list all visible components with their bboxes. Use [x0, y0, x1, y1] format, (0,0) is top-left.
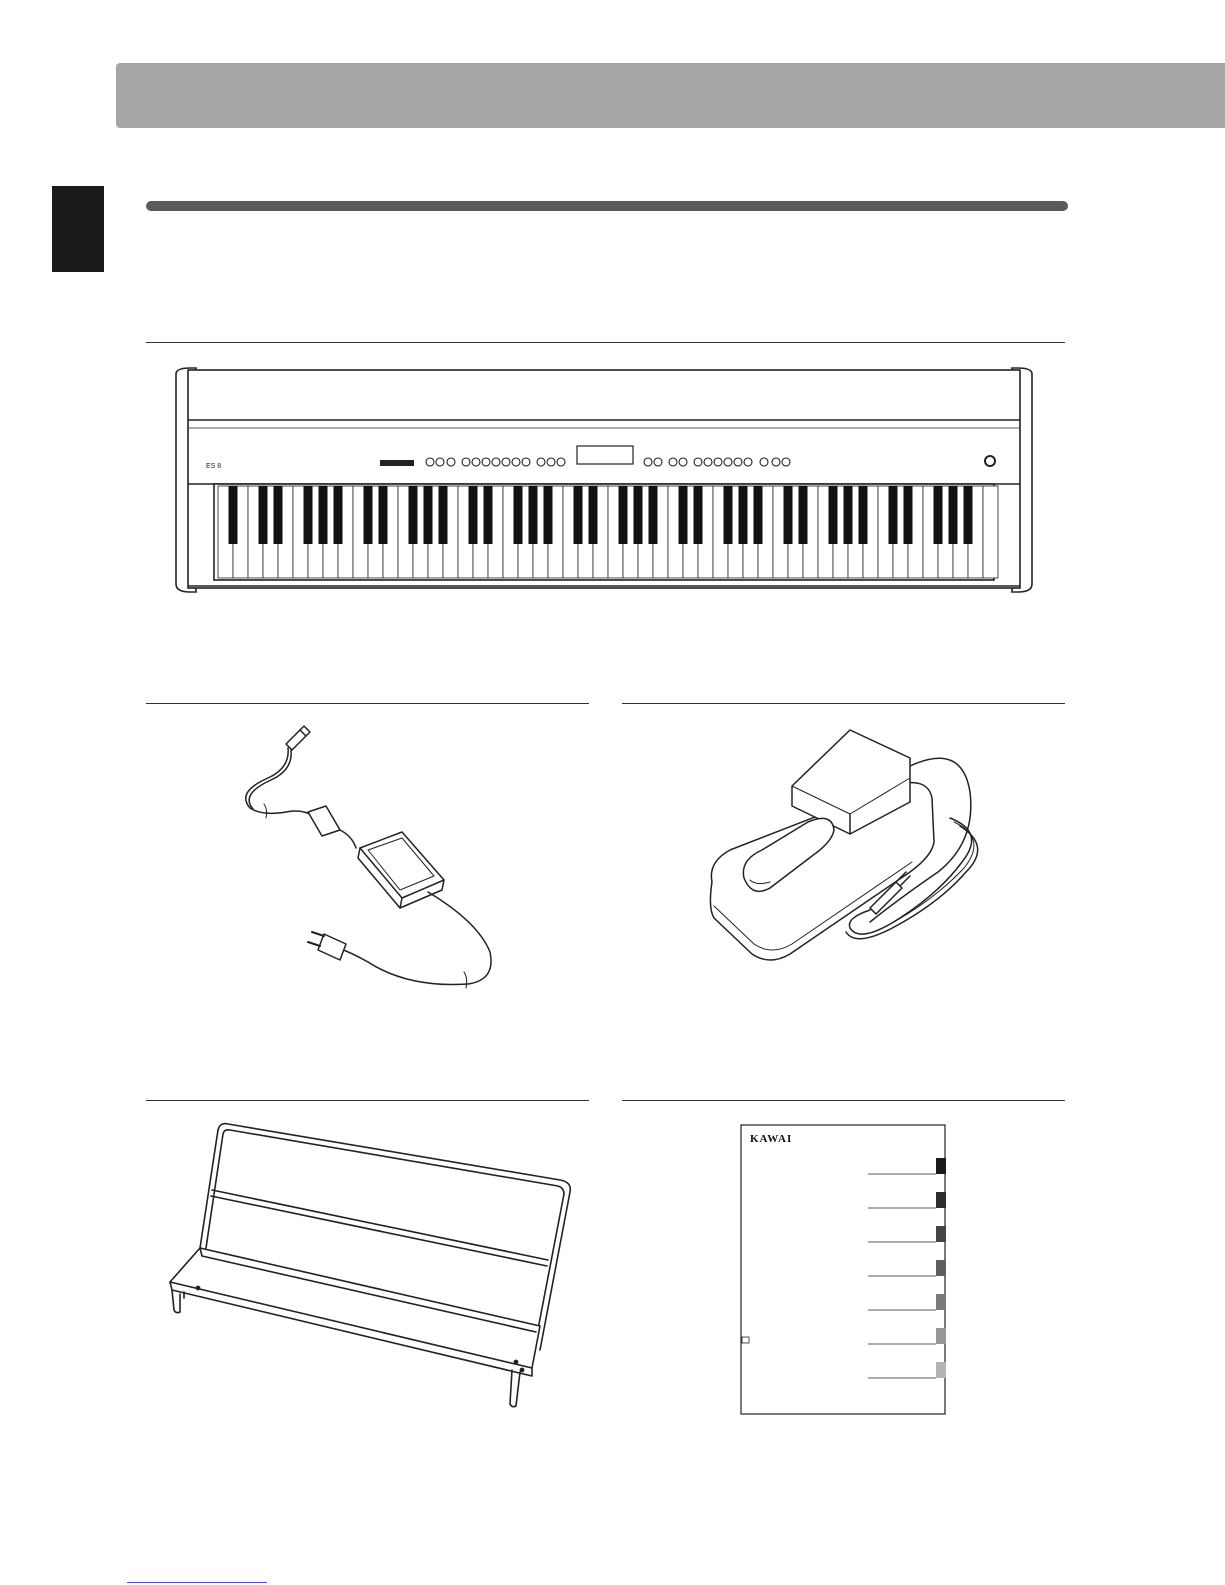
language-side-tab	[52, 186, 104, 272]
black-key	[889, 486, 898, 544]
panel-button	[694, 458, 702, 466]
panel-button	[426, 458, 434, 466]
black-key	[949, 486, 958, 544]
black-key	[679, 486, 688, 544]
panel-button	[547, 458, 555, 466]
black-key	[589, 486, 598, 544]
manual-chapter-tab	[936, 1362, 946, 1378]
black-key	[364, 486, 373, 544]
panel-button	[704, 458, 712, 466]
panel-button	[724, 458, 732, 466]
black-key	[829, 486, 838, 544]
manual-chapter-tab	[936, 1328, 946, 1344]
panel-button	[654, 458, 662, 466]
panel-button	[462, 458, 470, 466]
manual-illustration	[740, 1124, 948, 1416]
black-key	[274, 486, 283, 544]
black-key	[304, 486, 313, 544]
panel-button	[760, 458, 768, 466]
manual-brand-logo: KAWAI	[750, 1133, 793, 1145]
black-key	[484, 486, 493, 544]
black-key	[469, 486, 478, 544]
pedal-illustration	[700, 722, 990, 980]
manual-section-rule	[622, 1100, 1065, 1101]
pedal-section-rule	[622, 703, 1065, 704]
black-key	[409, 486, 418, 544]
panel-button	[669, 458, 677, 466]
panel-button	[744, 458, 752, 466]
black-key	[649, 486, 658, 544]
panel-button	[557, 458, 565, 466]
black-key	[514, 486, 523, 544]
black-key	[844, 486, 853, 544]
black-key	[574, 486, 583, 544]
manual-chapter-tab	[936, 1226, 946, 1242]
black-key	[934, 486, 943, 544]
black-key	[859, 486, 868, 544]
black-key	[739, 486, 748, 544]
black-key	[724, 486, 733, 544]
panel-button	[482, 458, 490, 466]
panel-button	[772, 458, 780, 466]
black-key	[319, 486, 328, 544]
panel-button	[734, 458, 742, 466]
black-key	[619, 486, 628, 544]
digital-piano-illustration	[168, 364, 1040, 596]
music-rest-section-rule	[146, 1100, 589, 1101]
manual-chapter-tab	[936, 1294, 946, 1310]
piano-model-label: ES 8	[206, 463, 222, 470]
piano-section-rule	[146, 342, 1065, 343]
panel-button	[522, 458, 530, 466]
music-rest-illustration	[160, 1118, 580, 1410]
manual-chapter-tab	[936, 1260, 946, 1276]
panel-button	[537, 458, 545, 466]
black-key	[379, 486, 388, 544]
black-key	[799, 486, 808, 544]
footer-link-underline	[127, 1582, 267, 1583]
panel-button	[447, 458, 455, 466]
white-key	[983, 486, 998, 578]
panel-button	[492, 458, 500, 466]
ac-adapter-illustration	[228, 722, 508, 994]
panel-button	[714, 458, 722, 466]
panel-button	[782, 458, 790, 466]
black-key	[964, 486, 973, 544]
manual-chapter-tab	[936, 1192, 946, 1208]
black-key	[904, 486, 913, 544]
panel-button	[502, 458, 510, 466]
panel-button	[512, 458, 520, 466]
black-key	[529, 486, 538, 544]
adapter-section-rule	[146, 703, 589, 704]
black-key	[229, 486, 238, 544]
panel-button	[644, 458, 652, 466]
black-key	[259, 486, 268, 544]
panel-button	[472, 458, 480, 466]
black-key	[634, 486, 643, 544]
black-key	[439, 486, 448, 544]
manual-chapter-tab	[936, 1158, 946, 1174]
black-key	[784, 486, 793, 544]
panel-button	[436, 458, 444, 466]
black-key	[424, 486, 433, 544]
black-key	[334, 486, 343, 544]
section-title-rule	[146, 201, 1068, 211]
black-key	[544, 486, 553, 544]
black-key	[754, 486, 763, 544]
panel-button	[679, 458, 687, 466]
black-key	[694, 486, 703, 544]
chapter-header-bar	[116, 63, 1225, 128]
